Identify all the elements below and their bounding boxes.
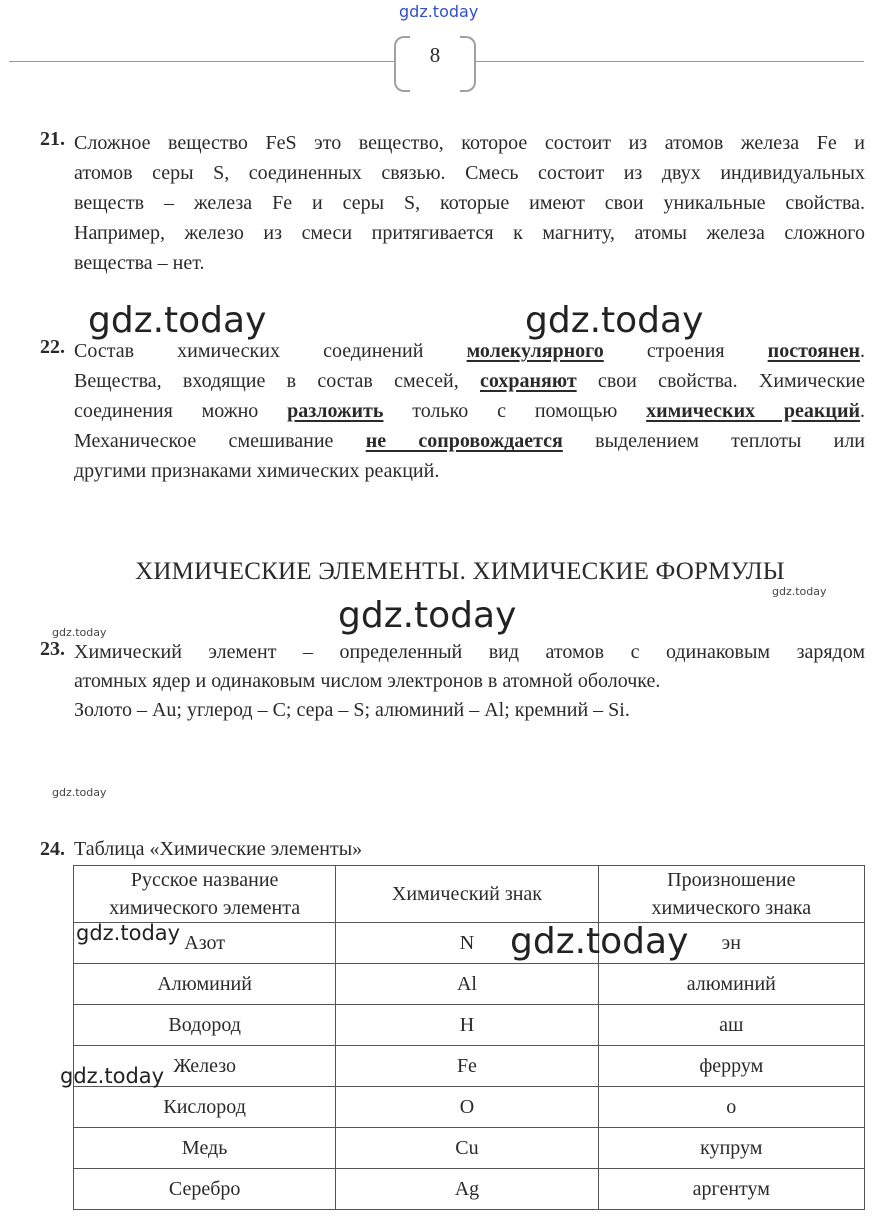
element-pronunciation: аргентум [598, 1169, 864, 1210]
element-symbol: Ag [336, 1169, 598, 1210]
watermark: gdz.today [52, 626, 107, 639]
element-symbol: Fe [336, 1046, 598, 1087]
element-pronunciation: алюминий [598, 964, 864, 1005]
watermark: gdz.today [88, 300, 267, 341]
watermark: gdz.today [525, 300, 704, 341]
table-row [74, 1005, 865, 1046]
table-row [74, 1169, 865, 1210]
q22-answer-constant: постоянен [767, 340, 860, 362]
element-pronunciation: купрум [598, 1128, 864, 1169]
q22-text-fragment: строения [603, 340, 768, 362]
header-line: химического элемента [109, 897, 301, 919]
watermark: gdz.today [52, 786, 107, 799]
header-line: химического знака [651, 897, 812, 919]
section-heading: ХИМИЧЕСКИЕ ЭЛЕМЕНТЫ. ХИМИЧЕСКИЕ ФОРМУЛЫ [135, 558, 785, 585]
q23-number: 23. [40, 638, 65, 660]
table-row [74, 1128, 865, 1169]
header-rule-left [9, 61, 394, 62]
header-line: Произношение [667, 869, 796, 891]
q22-answer-preserve: сохраняют [479, 370, 577, 392]
element-pronunciation: о [598, 1087, 864, 1128]
q22-text [74, 336, 865, 486]
q23-text [74, 638, 865, 725]
element-symbol: N [336, 923, 598, 964]
q22-answer-not-accompanied: не сопровождается [365, 430, 563, 452]
q24-number: 24. [40, 838, 65, 860]
q23-line: Золото – Au; углерод – C; сера – S; алюминий – Al; кремний – Si. [74, 699, 630, 721]
table-header-row [74, 866, 865, 923]
q22-line-5: другими признаками химических реакций. [74, 460, 440, 482]
q22-text-fragment: Вещества, входящие в состав смесей, [74, 370, 480, 392]
q22-text-fragment: Механическое смешивание [74, 430, 366, 452]
page-number-bracket-left [394, 36, 410, 92]
header-line: Русское название [130, 869, 279, 891]
element-symbol: O [336, 1087, 598, 1128]
watermark: gdz.today [338, 595, 517, 636]
element-name: Железо [74, 1046, 336, 1087]
page-number: 8 [429, 43, 441, 67]
q22-answer-molecular: молекулярного [466, 340, 604, 362]
watermark: gdz.today [772, 585, 827, 598]
header-chemical-symbol [336, 866, 598, 923]
q21-line: Сложное вещество FeS это вещество, которое состоит из атомов железа Fe и [74, 132, 865, 154]
watermark: gdz.today [510, 921, 689, 962]
element-name: Медь [74, 1128, 336, 1169]
header-pronunciation [598, 866, 864, 923]
header-russian-name [74, 866, 336, 923]
element-name: Серебро [74, 1169, 336, 1210]
table-row [74, 1046, 865, 1087]
q24-caption: Таблица «Химические элементы» [74, 838, 363, 860]
q23-line: атомных ядер и одинаковым числом электронов в атомной оболочке. [74, 670, 661, 692]
table-row [74, 964, 865, 1005]
table-row [74, 1087, 865, 1128]
q22-line-3 [74, 396, 865, 426]
q22-text-fragment: . [860, 340, 865, 362]
element-name: Алюминий [74, 964, 336, 1005]
q21-number: 21. [40, 128, 65, 150]
element-pronunciation: аш [598, 1005, 864, 1046]
q21-line: Например, железо из смеси притягивается к магниту, атомы железа сложного [74, 222, 865, 244]
header-rule-right [476, 61, 864, 62]
q22-answer-decompose: разложить [287, 400, 384, 422]
q23-line: Химический элемент – определенный вид атомов с одинаковым зарядом [74, 641, 865, 663]
watermark: gdz.today [60, 1064, 165, 1088]
q22-text-fragment: Состав химических соединений [74, 340, 467, 362]
q22-line-2 [74, 366, 865, 396]
q21-text [74, 128, 865, 278]
element-symbol: Cu [336, 1128, 598, 1169]
watermark-top: gdz.today [399, 2, 479, 21]
q22-text-fragment: соединения можно [74, 400, 288, 422]
q22-text-fragment: только с помощью [383, 400, 647, 422]
page-number-bracket-right [460, 36, 476, 92]
q21-line: веществ – железа Fe и серы S, которые имеют свои уникальные свойства. [74, 192, 865, 214]
q21-line: вещества – нет. [74, 252, 205, 274]
watermark: gdz.today [76, 921, 181, 945]
element-pronunciation: эн [598, 923, 864, 964]
q22-number: 22. [40, 336, 65, 358]
q22-text-fragment: . [860, 400, 866, 422]
element-symbol: Al [336, 964, 598, 1005]
element-pronunciation: феррум [598, 1046, 864, 1087]
q22-text-fragment: свои свойства. Химические [576, 370, 865, 392]
table-row [74, 923, 865, 964]
q22-line-4 [74, 426, 865, 456]
element-name: Водород [74, 1005, 336, 1046]
header-line: Химический знак [391, 883, 543, 905]
element-name: Азот [74, 923, 336, 964]
q22-text-fragment: выделением теплоты или [562, 430, 866, 452]
chemical-elements-table [73, 865, 865, 1210]
element-name: Кислород [74, 1087, 336, 1128]
element-symbol: H [336, 1005, 598, 1046]
q22-answer-chemical-reactions: химических реакций [646, 400, 861, 422]
q21-line: атомов серы S, соединенных связью. Смесь состоит из двух индивидуальных [74, 162, 865, 184]
